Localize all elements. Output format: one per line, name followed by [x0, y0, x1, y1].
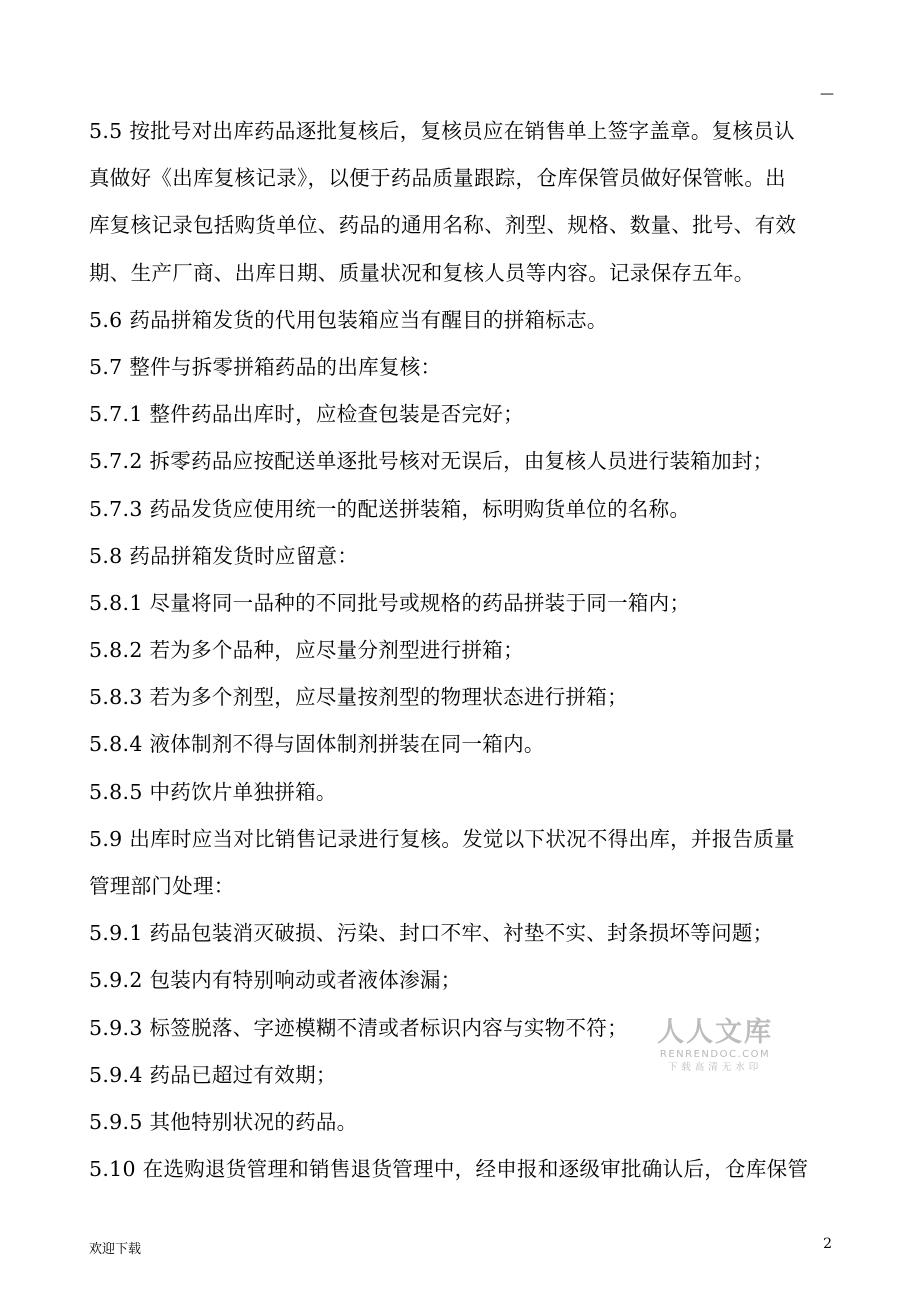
text-line: 5.7.2 拆零药品应按配送单逐批号核对无误后，由复核人员进行装箱加封；	[89, 449, 774, 474]
text-line: 5.9 出库时应当对比销售记录进行复核。发觉以下状况不得出库，并报告质量	[89, 826, 795, 851]
text-line: 5.9.3 标签脱落、字迹模糊不清或者标识内容与实物不符；	[89, 1015, 628, 1040]
text-line: 5.9.2 包装内有特别响动或者液体渗漏；	[89, 968, 462, 993]
text-line: 5.7.1 整件药品出库时，应检查包装是否完好；	[89, 402, 524, 427]
text-line: 5.9.1 药品包装消灭破损、污染、封口不牢、衬垫不实、封条损坏等问题；	[89, 921, 774, 946]
text-line: 5.9.4 药品已超过有效期；	[89, 1062, 337, 1087]
text-line: 5.8.4 液体制剂不得与固体制剂拼装在同一箱内。	[89, 732, 545, 757]
text-line: 管理部门处理：	[89, 874, 235, 898]
text-line: 5.8.2 若为多个品种，应尽量分剂型进行拼箱；	[89, 638, 524, 663]
text-line: 5.7.3 药品发货应使用统一的配送拼装箱，标明购货单位的名称。	[89, 496, 691, 521]
text-line: 5.6 药品拼箱发货的代用包装箱应当有醒目的拼箱标志。	[89, 307, 608, 332]
text-line: 期、生产厂商、出库日期、质量状况和复核人员等内容。记录保存五年。	[89, 260, 755, 285]
watermark-logo	[650, 1018, 780, 1074]
text-line: 5.7 整件与拆零拼箱药品的出库复核：	[89, 354, 442, 379]
text-line: 5.8.5 中药饮片单独拼箱。	[89, 779, 337, 804]
text-line: 5.5 按批号对出库药品逐批复核后，复核员应在销售单上签字盖章。复核员认	[89, 119, 795, 143]
watermark-domain: RENRENDOC.COM	[659, 1049, 771, 1060]
watermark-title: 人人文库	[657, 1017, 773, 1048]
text-line: 5.8.3 若为多个剂型，应尽量按剂型的物理状态进行拼箱；	[89, 685, 628, 710]
header-dash: —	[820, 86, 834, 102]
text-line: 真做好《出库复核记录》，以便于药品质量跟踪，仓库保管员做好保管帐。出	[89, 166, 786, 191]
text-line: 5.8 药品拼箱发货时应留意：	[89, 543, 359, 568]
text-line: 5.10 在选购退货管理和销售退货管理中，经申报和逐级审批确认后，仓库保管	[89, 1157, 809, 1182]
watermark-subtitle: 下载高清无水印	[667, 1062, 763, 1073]
text-line: 5.8.1 尽量将同一品种的不同批号或规格的药品拼装于同一箱内；	[89, 590, 691, 615]
page-number: 2	[823, 1236, 832, 1252]
footer-text: 欢迎下载	[89, 1242, 142, 1257]
text-line: 5.9.5 其他特别状况的药品。	[89, 1109, 358, 1134]
text-line: 库复核记录包括购货单位、药品的通用名称、剂型、规格、数量、批号、有效	[89, 213, 797, 238]
